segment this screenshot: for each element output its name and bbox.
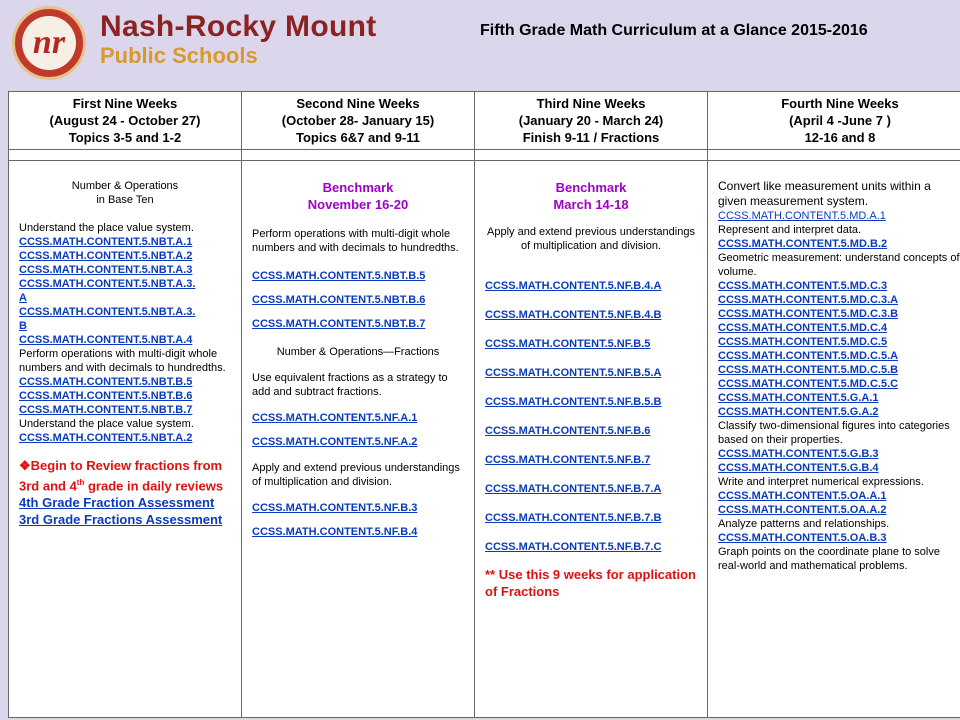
col3-note: ** Use this 9 weeks for application of Fractions xyxy=(485,567,696,599)
col2-links1 xyxy=(252,269,464,331)
ccss-link[interactable]: CCSS.MATH.CONTENT.5.NBT.A.1 xyxy=(19,236,193,248)
col4-text1: Convert like measurement units within a given measurement system. xyxy=(718,179,931,208)
ccss-link[interactable]: CCSS.MATH.CONTENT.5.NBT.A.3. xyxy=(19,278,196,290)
fraction-assessment-4th-link[interactable]: 4th Grade Fraction Assessment xyxy=(19,495,215,511)
col-header-1 xyxy=(9,92,242,150)
ccss-link[interactable]: CCSS.MATH.CONTENT.5.NBT.B.5 xyxy=(252,270,426,282)
col4-text2: Represent and interpret data. xyxy=(718,224,862,236)
col4-text7: Graph points on the coordinate plane to solve real-world and mathematical problems. xyxy=(718,546,940,572)
col2-content xyxy=(242,161,475,718)
benchmark-label: Benchmark xyxy=(555,180,627,195)
col2-text2: Use equivalent fractions as a strategy to add and subtract fractions. xyxy=(252,372,448,398)
col-dates: (January 20 - March 24) xyxy=(518,113,664,128)
ccss-link[interactable]: CCSS.MATH.CONTENT.5.NF.B.5 xyxy=(485,338,651,350)
col1-heading1: Number & Operations xyxy=(71,180,179,192)
ccss-link[interactable]: CCSS.MATH.CONTENT.5.OA.A.1 xyxy=(718,490,887,502)
ccss-link[interactable]: CCSS.MATH.CONTENT.5.NF.B.6 xyxy=(485,425,651,437)
ccss-link[interactable]: CCSS.MATH.CONTENT.5.NF.B.7 xyxy=(485,454,651,466)
ccss-link[interactable]: CCSS.MATH.CONTENT.5.NF.B.3 xyxy=(252,502,418,514)
col-dates: (April 4 -June 7 ) xyxy=(789,113,891,128)
col4-links5 xyxy=(718,489,960,517)
curriculum-table xyxy=(8,91,960,718)
ccss-link[interactable]: B xyxy=(19,320,27,332)
ccss-link[interactable]: CCSS.MATH.CONTENT.5.MD.C.3.A xyxy=(718,294,899,306)
col1-content xyxy=(9,161,242,718)
ccss-link[interactable]: CCSS.MATH.CONTENT.5.NF.B.5.A xyxy=(485,367,662,379)
benchmark-date: November 16-20 xyxy=(307,197,409,212)
body-row xyxy=(9,161,960,718)
col3-text1: Apply and extend previous understandings of multiplication and division. xyxy=(487,226,695,252)
col-header-4 xyxy=(708,92,960,150)
col1-text3: Understand the place value system. xyxy=(19,418,194,430)
col-topics: Topics 3-5 and 1-2 xyxy=(68,130,182,145)
ccss-link[interactable]: CCSS.MATH.CONTENT.5.MD.C.4 xyxy=(718,322,888,334)
ccss-link[interactable]: CCSS.MATH.CONTENT.5.MD.C.3 xyxy=(718,280,888,292)
ccss-link[interactable]: CCSS.MATH.CONTENT.5.MD.C.5.C xyxy=(718,378,899,390)
brand-line1: Nash-Rocky Mount xyxy=(100,10,377,43)
fraction-assessment-3rd-link[interactable]: 3rd Grade Fractions Assessment xyxy=(19,512,223,528)
col1-links2 xyxy=(19,375,231,417)
col1-heading2: in Base Ten xyxy=(96,194,154,206)
ccss-link[interactable]: CCSS.MATH.CONTENT.5.NBT.B.7 xyxy=(19,404,193,416)
ccss-link[interactable]: CCSS.MATH.CONTENT.5.MD.C.3.B xyxy=(718,308,899,320)
ccss-link[interactable]: CCSS.MATH.CONTENT.5.G.A.2 xyxy=(718,406,879,418)
ccss-link[interactable]: CCSS.MATH.CONTENT.5.NF.B.5.B xyxy=(485,396,662,408)
benchmark-label: Benchmark xyxy=(322,180,394,195)
col2-text1: Perform operations with multi-digit whole numbers and with decimals to hundredths. xyxy=(252,228,459,254)
ccss-link[interactable]: CCSS.MATH.CONTENT.5.NBT.A.3 xyxy=(19,264,193,276)
ccss-link[interactable]: CCSS.MATH.CONTENT.5.NF.B.7.C xyxy=(485,541,662,553)
ccss-link[interactable]: CCSS.MATH.CONTENT.5.G.B.4 xyxy=(718,462,879,474)
ccss-link[interactable]: CCSS.MATH.CONTENT.5.G.B.3 xyxy=(718,448,879,460)
brand xyxy=(100,10,376,68)
ccss-link[interactable]: CCSS.MATH.CONTENT.5.MD.C.5.A xyxy=(718,350,899,362)
school-logo xyxy=(12,6,86,80)
col2-text3: Apply and extend previous understandings of multiplication and division. xyxy=(252,462,460,488)
col1-text2: Perform operations with multi-digit whole numbers and with decimals to hundredths. xyxy=(19,348,226,374)
ccss-link[interactable]: A xyxy=(19,292,27,304)
col4-links6 xyxy=(718,531,960,545)
diamond-bullet-icon: ❖ xyxy=(19,458,31,473)
col-topics: 12-16 and 8 xyxy=(804,130,876,145)
col-title: Second Nine Weeks xyxy=(296,96,420,111)
col4-links4 xyxy=(718,447,960,475)
ccss-link[interactable]: CCSS.MATH.CONTENT.5.NBT.A.4 xyxy=(19,334,193,346)
ccss-link[interactable]: CCSS.MATH.CONTENT.5.NBT.B.5 xyxy=(19,376,193,388)
col-dates: (August 24 - October 27) xyxy=(49,113,201,128)
ccss-link[interactable]: CCSS.MATH.CONTENT.5.OA.A.2 xyxy=(718,504,887,516)
col1-links3 xyxy=(19,431,231,445)
col-topics: Topics 6&7 and 9-11 xyxy=(295,130,421,145)
ccss-link[interactable]: CCSS.MATH.CONTENT.5.NBT.B.7 xyxy=(252,318,426,330)
ccss-link[interactable]: CCSS.MATH.CONTENT.5.NF.A.1 xyxy=(252,412,418,424)
col-title: Third Nine Weeks xyxy=(536,96,646,111)
col4-text4: Classify two-dimensional figures into categories based on their properties. xyxy=(718,420,950,446)
ccss-link[interactable]: CCSS.MATH.CONTENT.5.NBT.B.6 xyxy=(252,294,426,306)
ccss-link[interactable]: CCSS.MATH.CONTENT.5.MD.C.5.B xyxy=(718,364,899,376)
spacer-row xyxy=(9,150,960,161)
col4-text5: Write and interpret numerical expressions. xyxy=(718,476,924,488)
col4-text3: Geometric measurement: understand concepts of volume. xyxy=(718,252,960,278)
ccss-link[interactable]: CCSS.MATH.CONTENT.5.NF.A.2 xyxy=(252,436,418,448)
col3-links1 xyxy=(485,279,697,554)
ccss-link[interactable]: CCSS.MATH.CONTENT.5.NBT.A.2 xyxy=(19,250,193,262)
col-header-2 xyxy=(242,92,475,150)
col-topics: Finish 9-11 / Fractions xyxy=(522,130,660,145)
ccss-link[interactable]: CCSS.MATH.CONTENT.5.NF.B.4 xyxy=(252,526,418,538)
col1-text1: Understand the place value system. xyxy=(19,222,194,234)
review-text: Begin to Review fractions from 3rd and 4 xyxy=(19,458,223,494)
col-title: First Nine Weeks xyxy=(72,96,178,111)
ccss-link[interactable]: CCSS.MATH.CONTENT.5.NBT.A.3. xyxy=(19,306,196,318)
ccss-link[interactable]: CCSS.MATH.CONTENT.5.NBT.B.6 xyxy=(19,390,193,402)
ccss-link[interactable]: CCSS.MATH.CONTENT.5.NF.B.7.A xyxy=(485,483,662,495)
ccss-link[interactable]: CCSS.MATH.CONTENT.5.NBT.A.2 xyxy=(19,432,193,444)
ccss-link[interactable]: CCSS.MATH.CONTENT.5.NF.B.7.B xyxy=(485,512,662,524)
review-tail: grade in daily reviews xyxy=(84,478,224,494)
col1-links1 xyxy=(19,235,231,347)
col4-links3 xyxy=(718,279,960,419)
ccss-link[interactable]: CCSS.MATH.CONTENT.5.G.A.1 xyxy=(718,392,879,404)
logo-mark: nr xyxy=(22,16,76,70)
benchmark-date: March 14-18 xyxy=(553,197,629,212)
review-sup: th xyxy=(76,478,85,487)
ccss-link[interactable]: CCSS.MATH.CONTENT.5.MD.C.5 xyxy=(718,336,888,348)
col-dates: (October 28- January 15) xyxy=(281,113,435,128)
ccss-link[interactable]: CCSS.MATH.CONTENT.5.OA.B.3 xyxy=(718,532,887,544)
col-title: Fourth Nine Weeks xyxy=(781,96,899,111)
col-header-3 xyxy=(475,92,708,150)
ccss-link[interactable]: CCSS.MATH.CONTENT.5.MD.B.2 xyxy=(718,238,888,250)
col4-content xyxy=(708,161,960,718)
ccss-link[interactable]: CCSS.MATH.CONTENT.5.NF.B.4.B xyxy=(485,309,662,321)
page-title: Fifth Grade Math Curriculum at a Glance 2015-2016 xyxy=(480,22,868,39)
ccss-link[interactable]: CCSS.MATH.CONTENT.5.NF.B.4.A xyxy=(485,280,662,292)
ccss-link[interactable]: CCSS.MATH.CONTENT.5.MD.A.1 xyxy=(718,210,886,222)
col3-content xyxy=(475,161,708,718)
col2-links3 xyxy=(252,501,464,539)
header-row xyxy=(9,92,960,150)
review-note xyxy=(19,457,231,494)
col2-heading2: Number & Operations—Fractions xyxy=(276,346,440,358)
col4-text6: Analyze patterns and relationships. xyxy=(718,518,890,530)
col2-links2 xyxy=(252,411,464,449)
brand-line2: Public Schools xyxy=(100,43,258,68)
